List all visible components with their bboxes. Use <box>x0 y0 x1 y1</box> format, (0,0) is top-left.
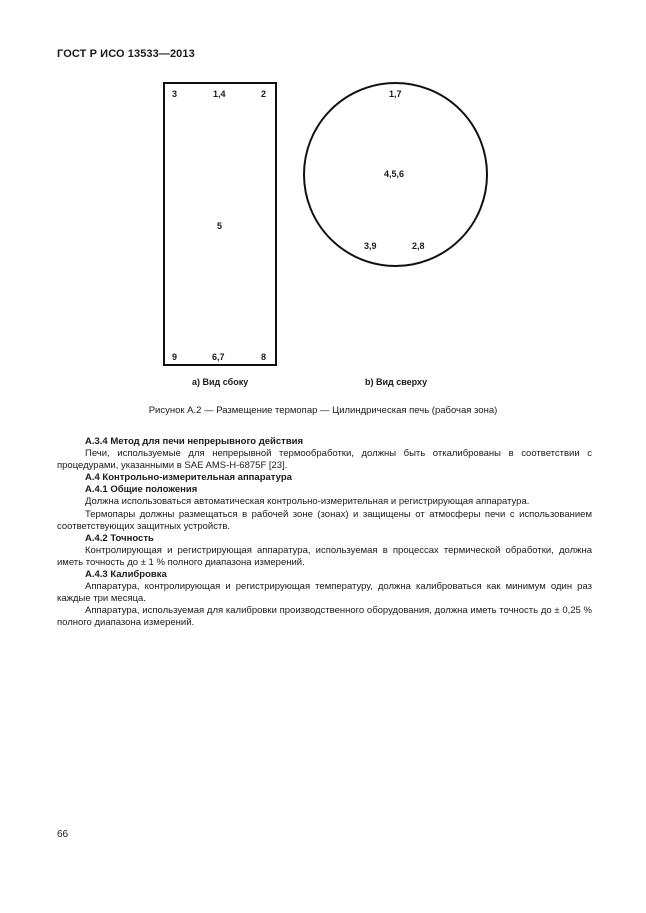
thermocouple-label: 4,5,6 <box>384 169 405 179</box>
thermocouple-label: 2,8 <box>412 241 425 251</box>
thermocouple-label: 5 <box>217 221 223 231</box>
standard-header: ГОСТ Р ИСО 13533—2013 <box>57 48 195 60</box>
thermocouple-label: 9 <box>172 352 178 362</box>
figure-caption: Рисунок А.2 — Размещение термопар — Цилиндрическая печь (рабочая зона) <box>148 405 498 416</box>
paragraph: Контролирующая и регистрирующая аппаратура, используемая в процессах термической обработки, должна иметь точность до ± 1 % полного диапазона измерений. <box>57 544 592 568</box>
side-view-caption: a) Вид сбоку <box>192 377 249 387</box>
section-heading: А.4 Контрольно-измерительная аппаратура <box>85 472 292 484</box>
thermocouple-label: 6,7 <box>212 352 225 362</box>
paragraph: Аппаратура, используемая для калибровки производственного оборудования, должна иметь точность до ± 0,25 % полного диапазона измерений. <box>57 605 592 629</box>
paragraph: Термопары должны размещаться в рабочей зоне (зонах) и защищены от атмосферы печи с использованием соответствующих защитных устройств. <box>57 508 592 532</box>
thermocouple-label: 1,7 <box>389 89 402 99</box>
top-view-caption: b) Вид сверху <box>365 377 428 387</box>
thermocouple-label: 2 <box>261 89 267 99</box>
thermocouple-label: 3 <box>172 89 178 99</box>
section-heading: А.4.3 Калибровка <box>85 569 167 581</box>
section-heading: А.4.2 Точность <box>85 532 154 544</box>
thermocouple-label: 3,9 <box>364 241 377 251</box>
thermocouple-label: 1,4 <box>213 89 226 99</box>
section-heading: А.3.4 Метод для печи непрерывного действия <box>85 436 304 447</box>
paragraph: Печи, используемые для непрерывной термообработки, должны быть откалиброваны в соответствии с процедурами, указанными в SAE AMS-H-6875F [23]. <box>57 448 592 472</box>
paragraph: Должна использоваться автоматическая контрольно-измерительная и регистрирующая аппаратура. <box>85 496 530 508</box>
document-body <box>57 436 592 630</box>
paragraph: Аппаратура, контролирующая и регистрирующая температуру, должна калиброваться как минимум один раз каждые три месяца. <box>57 581 592 605</box>
section-heading: А.4.1 Общие положения <box>85 484 198 496</box>
thermocouple-label: 8 <box>261 352 267 362</box>
page-number: 66 <box>57 829 69 840</box>
